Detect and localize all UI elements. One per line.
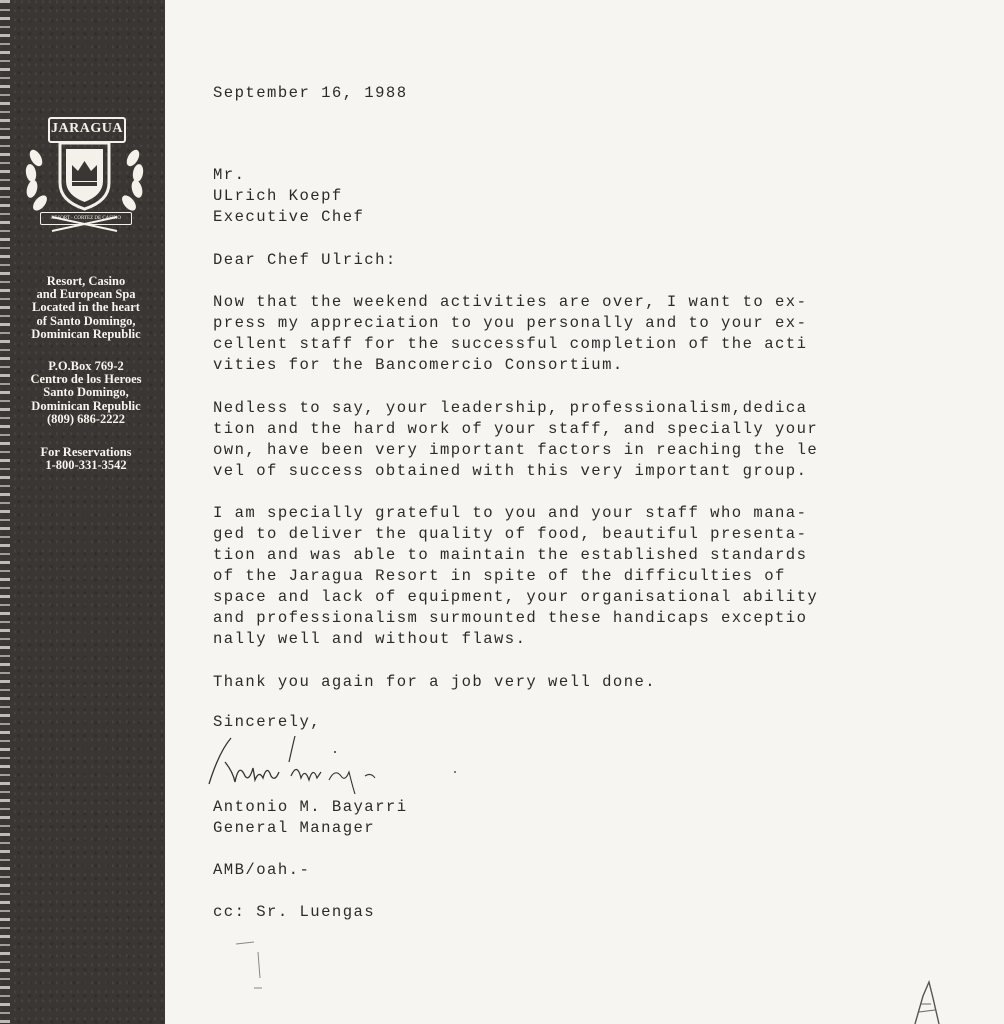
closing-line: Thank you again for a job very well done. <box>213 673 657 691</box>
address-line: P.O.Box 769-2 <box>48 359 124 373</box>
paragraph-line: and professionalism surmounted these handicaps exceptio <box>213 609 808 627</box>
corner-mark-icon <box>905 978 945 1024</box>
recipient-line: ULrich Koepf <box>213 187 343 205</box>
jaragua-crest <box>22 113 147 238</box>
address-line: and European Spa <box>36 287 136 302</box>
address-line: of Santo Domingo, <box>36 313 136 328</box>
paragraph-line: of the Jaragua Resort in spite of the difficulties of <box>213 567 786 585</box>
recipient-line: Mr. <box>213 166 246 184</box>
address-line: Dominican Republic <box>31 326 141 341</box>
letter-date: September 16, 1988 <box>213 84 408 102</box>
brand-motto: RESORT · CORTEZ DE CASINO <box>40 212 132 225</box>
paragraph-line: space and lack of equipment, your organisational ability <box>213 588 819 606</box>
address-block-resort <box>12 275 160 341</box>
paragraph-line: tion and the hard work of your staff, and specially your <box>213 420 819 438</box>
address-line: Located in the heart <box>32 300 140 315</box>
address-block-reservations <box>12 446 160 472</box>
paragraph-line: own, have been very important factors in reaching the le <box>213 441 819 459</box>
signer-name: Antonio M. Bayarri <box>213 798 408 816</box>
paragraph-line: tion and was able to maintain the established standards <box>213 546 808 564</box>
scan-speck-icon <box>232 938 282 998</box>
paragraph-line: ged to deliver the quality of food, beautiful presenta- <box>213 525 808 543</box>
recipient-line: Executive Chef <box>213 208 365 226</box>
brand-name: JARAGUA <box>48 117 126 143</box>
cc-line: cc: Sr. Luengas <box>213 903 376 921</box>
address-line: Dominican Republic <box>31 398 141 413</box>
address-line: 1-800-331-3542 <box>45 458 127 473</box>
reference-initials: AMB/oah.- <box>213 861 311 879</box>
paragraph-line: press my appreciation to you personally and to your ex- <box>213 314 808 332</box>
paragraph-line: Nedless to say, your leadership, professionalism,dedica <box>213 399 808 417</box>
paragraph-line: vities for the Bancomercio Consortium. <box>213 356 624 374</box>
letterhead-band <box>0 0 165 1024</box>
paragraph-line: vel of success obtained with this very important group. <box>213 462 808 480</box>
paragraph-line: I am specially grateful to you and your staff who mana- <box>213 504 808 522</box>
paragraph-line: Now that the weekend activities are over, I want to ex- <box>213 293 808 311</box>
address-line: (809) 686-2222 <box>46 411 126 426</box>
address-line: Resort, Casino <box>46 274 126 288</box>
address-line: Centro de los Heroes <box>30 372 142 387</box>
sign-off: Sincerely, <box>213 713 322 731</box>
address-block-postal <box>12 360 160 426</box>
signature-icon <box>205 732 465 802</box>
paragraph-line: cellent staff for the successful completion of the acti <box>213 335 808 353</box>
address-line: For Reservations <box>40 445 132 459</box>
paragraph-line: nally well and without flaws. <box>213 630 527 648</box>
signer-title: General Manager <box>213 819 376 837</box>
address-line: Santo Domingo, <box>43 385 129 400</box>
salutation: Dear Chef Ulrich: <box>213 251 397 269</box>
